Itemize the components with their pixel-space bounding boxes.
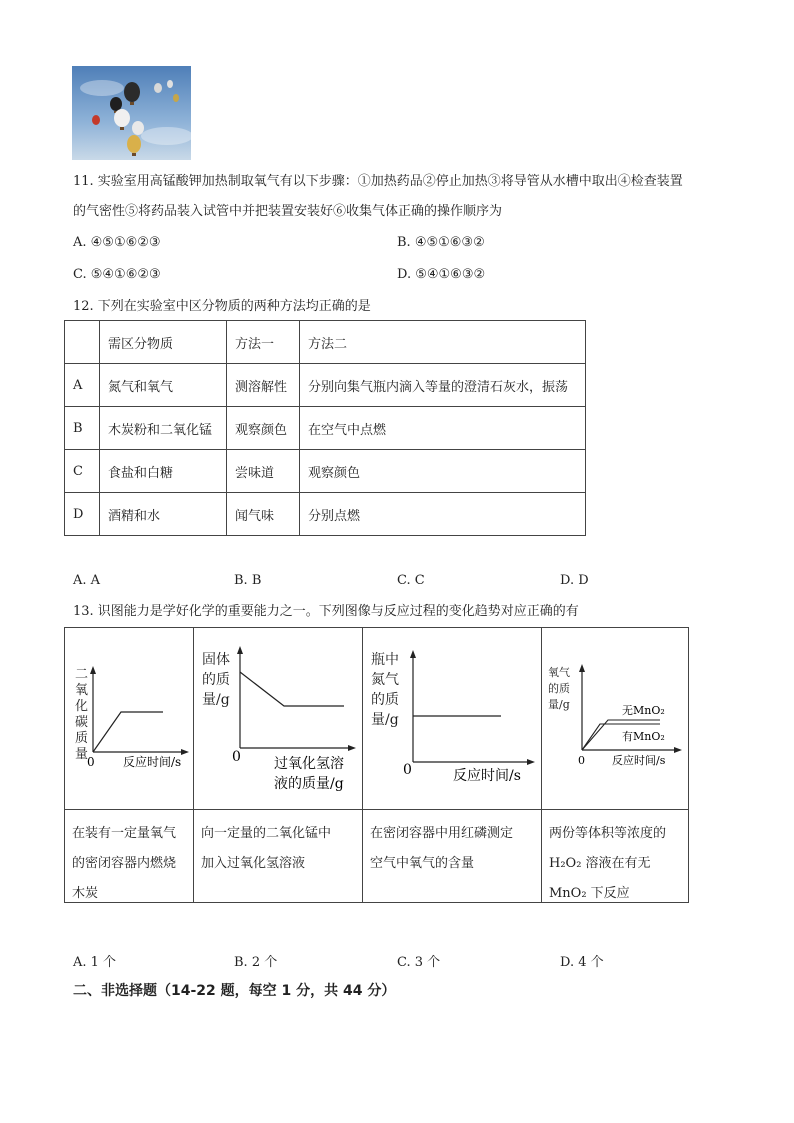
- table-row: [65, 364, 586, 407]
- graph4-ylabel-line: 的质: [548, 682, 570, 695]
- graph4-x-arrow: [674, 747, 682, 753]
- graph1-ylabel-char: 碳: [75, 715, 89, 730]
- q13-graph-4: [542, 628, 688, 805]
- graph1-ylabel-char: 质: [75, 731, 89, 746]
- graph1-y-arrow: [90, 666, 96, 674]
- row-method1: 测溶解性: [227, 364, 300, 407]
- q12-option-c[interactable]: C. C: [397, 573, 425, 588]
- table-row: [65, 407, 586, 450]
- q13-table: [64, 627, 689, 903]
- q11-option-b[interactable]: B. ④⑤①⑥③②: [397, 235, 485, 250]
- graph2-xlabel-line1: 过氧化氢溶: [274, 756, 344, 772]
- q12-option-b[interactable]: B. B: [234, 573, 262, 588]
- graph4-label-no-mno2: 无MnO₂: [622, 704, 665, 717]
- row-substances: 木炭粉和二氧化锰: [100, 407, 227, 450]
- row-method2: 分别向集气瓶内滴入等量的澄清石灰水，振荡: [300, 364, 586, 407]
- q13-stem: 13. 识图能力是学好化学的重要能力之一。下列图像与反应过程的变化趋势对应正确的有: [73, 604, 579, 619]
- graph1-x-arrow: [181, 749, 189, 755]
- q13-description-1: [65, 810, 194, 903]
- q13-option-b[interactable]: B. 2 个: [234, 955, 278, 970]
- q11-option-d[interactable]: D. ⑤④①⑥③②: [397, 267, 486, 282]
- description-line: 加入过氧化氢溶液: [201, 856, 306, 871]
- graph3-xlabel: 反应时间/s: [453, 768, 521, 784]
- description-line: 空气中氧气的含量: [370, 856, 475, 871]
- description-line: H₂O₂ 溶液在有无: [549, 856, 651, 871]
- graph2-ylabel: [202, 651, 230, 708]
- q12-option-d[interactable]: D. D: [560, 573, 589, 588]
- description-line: MnO₂ 下反应: [549, 886, 630, 901]
- graph3-origin: 0: [403, 762, 412, 778]
- graph3-ylabel: [371, 651, 399, 728]
- graph2-y-arrow: [237, 646, 243, 654]
- graph4-ylabel-line: 量/g: [548, 698, 570, 711]
- q12-table-header-row: [65, 321, 586, 364]
- q13-option-d[interactable]: D. 4 个: [560, 955, 604, 970]
- q13-description-4: [542, 810, 689, 903]
- q13-graph-2-cell: [194, 628, 363, 810]
- graph1-origin: 0: [87, 755, 95, 769]
- row-substances: 氮气和氧气: [100, 364, 227, 407]
- graph2-ylabel-line: 量/g: [202, 692, 230, 708]
- graph2-x-arrow: [348, 745, 356, 751]
- q13-description-3: [363, 810, 542, 903]
- q12-header-method2: 方法二: [300, 321, 586, 364]
- q12-stem: 12. 下列在实验室中区分物质的两种方法均正确的是: [73, 299, 371, 314]
- graph3-ylabel-line: 的质: [371, 692, 399, 708]
- graph4-y-arrow: [579, 664, 585, 672]
- graph3-x-arrow: [527, 759, 535, 765]
- q12-table: [64, 320, 586, 536]
- graph1-ylabel: [75, 667, 88, 762]
- q13-option-a[interactable]: A. 1 个: [73, 955, 117, 970]
- description-line: 木炭: [72, 886, 99, 901]
- graph1-ylabel-char: 二: [75, 667, 89, 682]
- q13-graph-2: [194, 628, 362, 805]
- graph1-ylabel-char: 氧: [75, 683, 89, 698]
- row-substances: 酒精和水: [100, 493, 227, 536]
- row-letter: D: [65, 493, 100, 536]
- row-method2: 观察颜色: [300, 450, 586, 493]
- graph1-curve: [93, 712, 163, 752]
- description-line: 的密闭容器内燃烧: [72, 856, 177, 871]
- description-line: 两份等体积等浓度的: [549, 826, 667, 841]
- graph3-ylabel-line: 瓶中: [371, 652, 399, 668]
- description-line: 在装有一定量氧气: [72, 826, 177, 841]
- row-method1: 闻气味: [227, 493, 300, 536]
- table-row: [65, 450, 586, 493]
- q13-graph-4-cell: [542, 628, 689, 810]
- q12-header-blank: [65, 321, 100, 364]
- graph4-origin: 0: [578, 754, 585, 767]
- row-letter: B: [65, 407, 100, 450]
- section-2-heading: 二、非选择题（14-22 题，每空 1 分，共 44 分）: [73, 983, 396, 999]
- graph4-xlabel: 反应时间/s: [612, 754, 666, 767]
- graph3-y-arrow: [410, 650, 416, 658]
- graph4-ylabel-line: 氧气: [548, 666, 570, 679]
- q12-header-method1: 方法一: [227, 321, 300, 364]
- q13-graph-3: [363, 628, 541, 805]
- graph2-origin: 0: [232, 749, 241, 765]
- graph4-label-with-mno2: 有MnO₂: [622, 730, 665, 743]
- graph1-ylabel-char: 化: [75, 699, 89, 714]
- graph3-ylabel-line: 量/g: [371, 712, 399, 728]
- graph4-ylabel: [548, 665, 570, 711]
- q13-description-row: [65, 810, 689, 903]
- q11-option-a[interactable]: A. ④⑤①⑥②③: [73, 235, 161, 250]
- q12-header-substances: 需区分物质: [100, 321, 227, 364]
- description-line: 向一定量的二氧化锰中: [201, 826, 332, 841]
- row-method2: 分别点燃: [300, 493, 586, 536]
- q13-description-2: [194, 810, 363, 903]
- graph1-xlabel: 反应时间/s: [123, 755, 182, 769]
- hot-air-balloon-photo: [72, 66, 191, 160]
- q11-stem-line2: 的气密性⑤将药品装入试管中并把装置安装好⑥收集气体正确的操作顺序为: [73, 204, 503, 219]
- q11-stem-line1: 11. 实验室用高锰酸钾加热制取氧气有以下步骤：①加热药品②停止加热③将导管从水槽中取出④检查装置: [73, 174, 683, 189]
- row-letter: C: [65, 450, 100, 493]
- row-method1: 观察颜色: [227, 407, 300, 450]
- q13-graph-1: [65, 628, 193, 805]
- q13-option-c[interactable]: C. 3 个: [397, 955, 441, 970]
- row-letter: A: [65, 364, 100, 407]
- table-row: [65, 493, 586, 536]
- graph2-ylabel-line: 的质: [202, 672, 230, 688]
- q13-graph-1-cell: [65, 628, 194, 810]
- graph2-xlabel-line2: 液的质量/g: [274, 776, 344, 792]
- q11-option-c[interactable]: C. ⑤④①⑥②③: [73, 267, 161, 282]
- q12-option-a[interactable]: A. A: [73, 573, 101, 588]
- graph1-ylabel-char: 量: [75, 747, 89, 762]
- row-method1: 尝味道: [227, 450, 300, 493]
- description-line: 在密闭容器中用红磷测定: [370, 826, 514, 841]
- graph2-curve: [240, 672, 344, 706]
- q13-graph-3-cell: [363, 628, 542, 810]
- q13-graph-row: [65, 628, 689, 810]
- graph2-ylabel-line: 固体: [202, 652, 230, 668]
- row-method2: 在空气中点燃: [300, 407, 586, 450]
- row-substances: 食盐和白糖: [100, 450, 227, 493]
- graph3-ylabel-line: 氮气: [371, 672, 399, 688]
